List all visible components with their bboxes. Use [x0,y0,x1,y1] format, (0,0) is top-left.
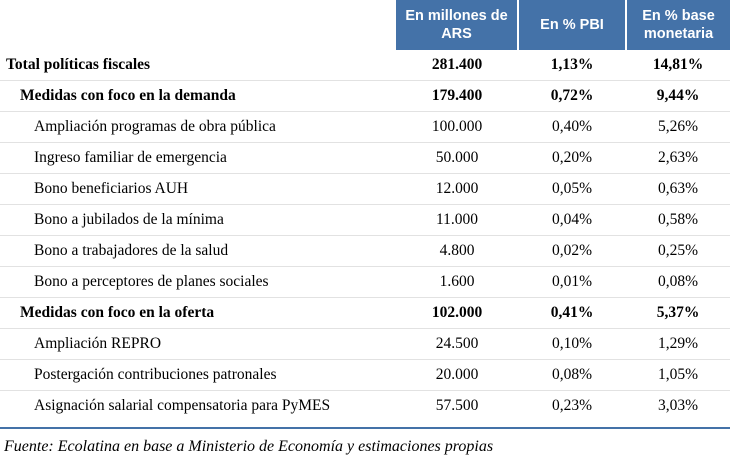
row-value-base-monetaria: 2,63% [626,143,730,174]
row-value-ars: 50.000 [396,143,518,174]
row-value-ars: 102.000 [396,298,518,329]
table-row [0,50,730,81]
row-value-base-monetaria: 1,05% [626,360,730,391]
table-row [0,298,730,329]
row-value-ars: 12.000 [396,174,518,205]
source-note: Fuente: Ecolatina en base a Ministerio de Economía y estimaciones propias [4,438,494,456]
row-value-ars: 1.600 [396,267,518,298]
row-label: Total políticas fiscales [0,50,396,81]
table-body [0,50,730,421]
table-row [0,267,730,298]
row-label: Ampliación REPRO [0,329,396,360]
row-value-pbi: 0,20% [518,143,626,174]
row-label: Asignación salarial compensatoria para PyMES [34,397,331,415]
row-value-ars: 20.000 [396,360,518,391]
row-label: Ingreso familiar de emergencia [0,143,396,174]
row-value-pbi: 0,72% [518,81,626,112]
column-header-pbi: En % PBI [518,0,626,50]
row-value-ars: 179.400 [396,81,518,112]
row-label: Ampliación programas de obra pública [0,112,396,143]
row-value-pbi: 0,02% [518,236,626,267]
row-value-pbi: 0,10% [518,329,626,360]
row-value-pbi: 0,01% [518,267,626,298]
row-label: Postergación contribuciones patronales [0,360,396,391]
row-value-base-monetaria: 0,08% [626,267,730,298]
row-value-base-monetaria: 5,37% [626,298,730,329]
row-value-base-monetaria: 9,44% [626,81,730,112]
row-value-pbi: 0,41% [518,298,626,329]
row-label: Medidas con foco en la demanda [0,81,396,112]
row-value-pbi: 0,40% [518,112,626,143]
row-value-base-monetaria: 0,25% [626,236,730,267]
row-label: Bono a trabajadores de la salud [0,236,396,267]
row-value-ars: 100.000 [396,112,518,143]
row-label: Bono a perceptores de planes sociales [0,267,396,298]
row-value-pbi: 0,23% [551,397,593,415]
row-value-ars: 57.500 [435,397,479,415]
row-label: Bono a jubilados de la mínima [0,205,396,236]
row-value-base-monetaria: 14,81% [626,50,730,81]
row-value-base-monetaria: 0,58% [626,205,730,236]
row-value-base-monetaria: 5,26% [626,112,730,143]
table-row [0,81,730,112]
column-header-ars: En millones de ARS [396,0,518,50]
row-value-pbi: 0,04% [518,205,626,236]
table-row [0,205,730,236]
row-label: Bono beneficiarios AUH [0,174,396,205]
table-row [0,174,730,205]
row-value-base-monetaria: 1,29% [626,329,730,360]
row-value-pbi: 0,08% [518,360,626,391]
row-value-ars: 11.000 [396,205,518,236]
table-row [0,112,730,143]
table-row [0,391,730,422]
row-value-ars: 281.400 [396,50,518,81]
column-header-label [0,0,396,50]
column-header-base-monetaria: En % base monetaria [626,0,730,50]
table-row [0,236,730,267]
row-value-ars: 4.800 [396,236,518,267]
table-header [0,0,730,50]
table-row [0,143,730,174]
row-value-base-monetaria: 0,63% [626,174,730,205]
row-value-ars: 24.500 [396,329,518,360]
table-row [0,329,730,360]
row-label: Medidas con foco en la oferta [0,298,396,329]
row-value-pbi: 1,13% [518,50,626,81]
row-value-pbi: 0,05% [518,174,626,205]
table-row [0,360,730,391]
table-header-row [0,0,730,50]
row-value-base-monetaria: 3,03% [657,397,699,415]
